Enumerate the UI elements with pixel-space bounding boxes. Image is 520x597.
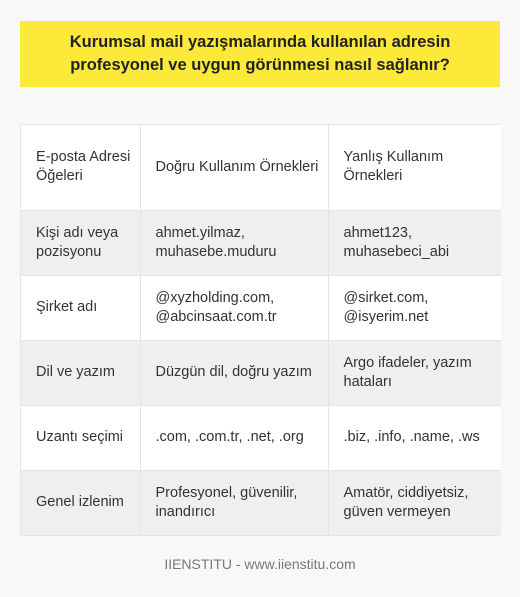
title-banner [20,21,500,87]
table-row [21,470,501,535]
footer-credit: IIENSTITU - www.iienstitu.com [164,556,356,572]
wrong-example: Amatör, ciddiyetsiz, güven vermeyen [328,470,501,535]
header-cell-correct: Doğru Kullanım Örnekleri [140,125,328,210]
row-label: Dil ve yazım [21,340,140,405]
table-row [21,340,501,405]
correct-example: ahmet.yilmaz, muhasebe.muduru [140,210,328,275]
wrong-example: Argo ifadeler, yazım hataları [328,340,501,405]
correct-example: Düzgün dil, doğru yazım [140,340,328,405]
row-label: Genel izlenim [21,470,140,535]
correct-example: .com, .com.tr, .net, .org [140,405,328,470]
correct-example: @xyzholding.com, @abcinsaat.com.tr [140,275,328,340]
correct-example: Profesyonel, güvenilir, inandırıcı [140,470,328,535]
table-header-row [21,125,501,210]
table-row [21,210,501,275]
table-row [21,275,501,340]
table-row [21,405,501,470]
row-label: Kişi adı veya pozisyonu [21,210,140,275]
wrong-example: @sirket.com, @isyerim.net [328,275,501,340]
header-cell-elements: E-posta Adresi Öğeleri [21,125,140,210]
page-title: Kurumsal mail yazışmalarında kullanılan adresin profesyonel ve uygun görünmesi nasıl sağlanır? [69,33,451,74]
row-label: Uzantı seçimi [21,405,140,470]
wrong-example: ahmet123, muhasebeci_abi [328,210,501,275]
header-cell-wrong: Yanlış Kullanım Örnekleri [328,125,501,210]
comparison-table [20,124,500,536]
row-label: Şirket adı [21,275,140,340]
wrong-example: .biz, .info, .name, .ws [328,405,501,470]
